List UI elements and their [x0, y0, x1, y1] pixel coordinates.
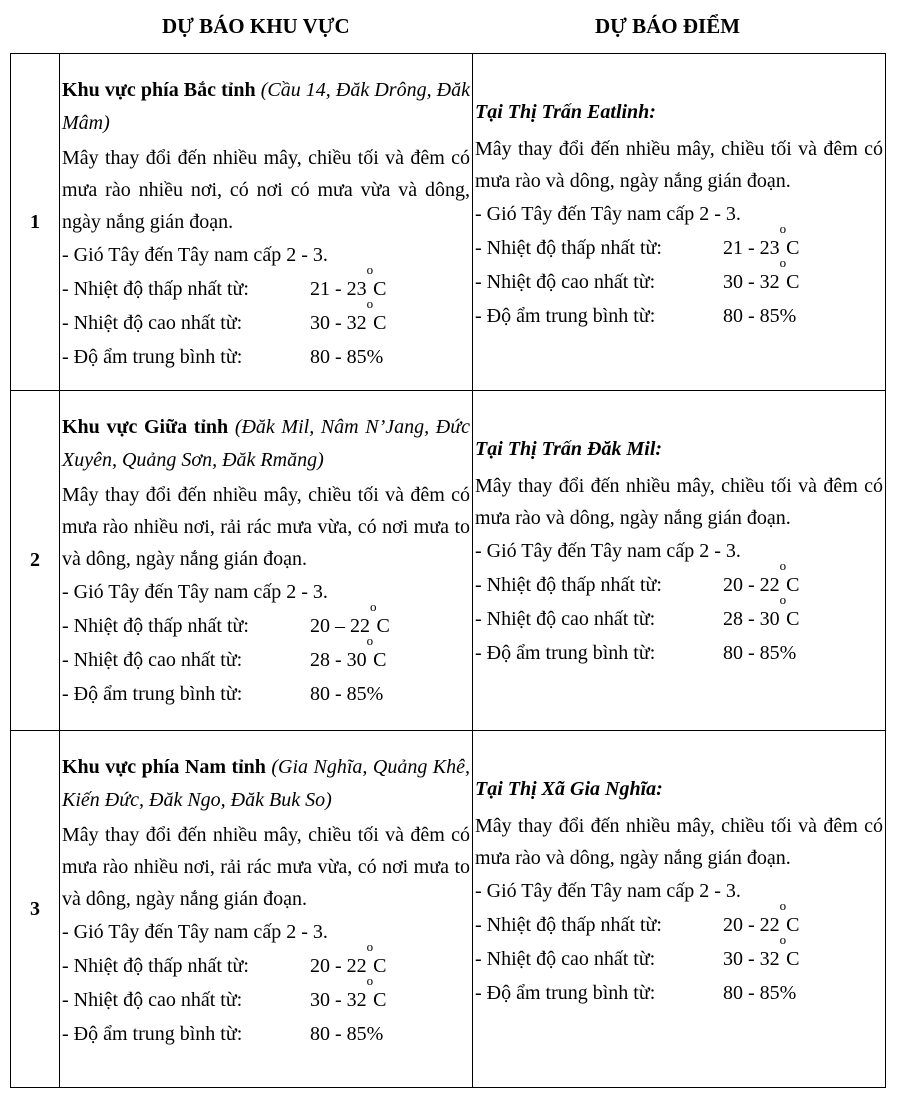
point-min-value: 20 - 22$^o$C [723, 898, 800, 936]
celsius-unit: C [786, 608, 800, 630]
point-title: Tại Thị Xã Gia Nghĩa: [475, 778, 663, 800]
degree-symbol: o [779, 898, 787, 913]
point-hum-row [475, 299, 883, 333]
point-max-row [475, 932, 883, 976]
point-min-label: - Nhiệt độ thấp nhất từ: [475, 574, 662, 596]
region-max-row [62, 973, 470, 1017]
region-wind: - Gió Tây đến Tây nam cấp 2 - 3. [62, 921, 328, 943]
celsius-unit: C [373, 989, 387, 1011]
header-point-forecast: DỰ BÁO ĐIỂM [595, 14, 741, 38]
degree-symbol: o [779, 932, 787, 947]
celsius-unit: C [786, 574, 800, 596]
region-max-label: - Nhiệt độ cao nhất từ: [62, 649, 243, 671]
point-wind: - Gió Tây đến Tây nam cấp 2 - 3. [475, 880, 741, 902]
regional-forecast-cell [60, 54, 473, 391]
point-min-row [475, 898, 883, 942]
point-forecast-cell [473, 54, 886, 391]
region-min-value: 20 – 22$^o$C [310, 599, 390, 637]
region-description: Mây thay đổi đến nhiều mây, chiều tối và đêm có mưa rào nhiều nơi, rải rác mưa vừa, có nơi mưa to và dông, ngày nắng gián đoạn. [62, 824, 470, 910]
point-min-label: - Nhiệt độ thấp nhất từ: [475, 237, 662, 259]
regional-forecast-cell [60, 731, 473, 1088]
point-max-row [475, 255, 883, 299]
region-wind: - Gió Tây đến Tây nam cấp 2 - 3. [62, 581, 328, 603]
region-hum-label: - Độ ẩm trung bình từ: [62, 346, 243, 368]
region-min-label: - Nhiệt độ thấp nhất từ: [62, 615, 249, 637]
celsius-unit: C [786, 271, 800, 293]
region-max-row [62, 296, 470, 340]
region-min-row [62, 262, 470, 306]
row-number: 2 [11, 391, 60, 731]
point-max-label: - Nhiệt độ cao nhất từ: [475, 608, 656, 630]
row-number: 1 [11, 54, 60, 391]
degree-symbol: o [366, 973, 374, 988]
point-max-value: 30 - 32$^o$C [723, 932, 800, 970]
point-hum-value: 80 - 85% [723, 305, 797, 327]
degree-symbol: o [366, 633, 374, 648]
region-hum-value: 80 - 85% [310, 683, 384, 705]
region-name: Khu vực phía Nam tỉnh [62, 756, 266, 778]
celsius-unit: C [786, 948, 800, 970]
degree-symbol: o [370, 599, 377, 614]
region-title [62, 751, 470, 817]
regional-forecast-cell [60, 391, 473, 731]
region-wind: - Gió Tây đến Tây nam cấp 2 - 3. [62, 244, 328, 266]
region-hum-row [62, 677, 470, 711]
region-max-label: - Nhiệt độ cao nhất từ: [62, 312, 243, 334]
celsius-unit: C [786, 914, 800, 936]
point-description: Mây thay đổi đến nhiều mây, chiều tối và đêm có mưa rào và dông, ngày nắng gián đoạn. [475, 475, 883, 529]
point-forecast-cell [473, 731, 886, 1088]
degree-symbol: o [366, 939, 374, 954]
forecast-row [11, 731, 886, 1088]
point-min-label: - Nhiệt độ thấp nhất từ: [475, 914, 662, 936]
point-wind: - Gió Tây đến Tây nam cấp 2 - 3. [475, 540, 741, 562]
region-max-row [62, 633, 470, 677]
point-max-label: - Nhiệt độ cao nhất từ: [475, 948, 656, 970]
region-max-value: 28 - 30$^o$C [310, 633, 387, 671]
point-min-row [475, 221, 883, 265]
point-hum-label: - Độ ẩm trung bình từ: [475, 305, 656, 327]
region-min-value: 20 - 22$^o$C [310, 939, 387, 977]
region-min-row [62, 939, 470, 983]
degree-symbol: o [779, 255, 787, 270]
region-min-value: 21 - 23$^o$C [310, 262, 387, 300]
region-hum-value: 80 - 85% [310, 346, 384, 368]
point-min-row [475, 558, 883, 602]
celsius-unit: C [373, 312, 387, 334]
point-hum-value: 80 - 85% [723, 982, 797, 1004]
point-title: Tại Thị Trấn Đăk Mil: [475, 438, 663, 460]
forecast-row [11, 54, 886, 391]
celsius-unit: C [373, 649, 387, 671]
region-hum-label: - Độ ẩm trung bình từ: [62, 683, 243, 705]
point-hum-row [475, 976, 883, 1010]
region-hum-value: 80 - 85% [310, 1023, 384, 1045]
region-description: Mây thay đổi đến nhiều mây, chiều tối và đêm có mưa rào nhiều nơi, rải rác mưa vừa, có nơi mưa to và dông, ngày nắng gián đoạn. [62, 484, 470, 570]
region-hum-row [62, 1017, 470, 1051]
forecast-row [11, 391, 886, 731]
region-min-label: - Nhiệt độ thấp nhất từ: [62, 278, 249, 300]
degree-symbol: o [779, 558, 787, 573]
region-max-value: 30 - 32$^o$C [310, 296, 387, 334]
forecast-table [10, 53, 886, 1088]
header-regional-forecast: DỰ BÁO KHU VỰC [162, 14, 350, 38]
point-hum-label: - Độ ẩm trung bình từ: [475, 642, 656, 664]
row-number: 3 [11, 731, 60, 1088]
degree-symbol: o [779, 221, 787, 236]
point-hum-value: 80 - 85% [723, 642, 797, 664]
region-districts: (Cầu 14, Đăk Drông, Đăk Mâm) [62, 79, 470, 134]
point-min-value: 20 - 22$^o$C [723, 558, 800, 596]
point-forecast-cell [473, 391, 886, 731]
degree-symbol: o [366, 296, 374, 311]
region-name: Khu vực phía Bắc tỉnh [62, 79, 256, 101]
point-description: Mây thay đổi đến nhiều mây, chiều tối và đêm có mưa rào và dông, ngày nắng gián đoạn. [475, 815, 883, 869]
region-description: Mây thay đổi đến nhiều mây, chiều tối và đêm có mưa rào nhiều nơi, có nơi có mưa vừa và dông, ngày nắng gián đoạn. [62, 147, 470, 233]
point-title: Tại Thị Trấn Eatlinh: [475, 101, 656, 123]
region-min-label: - Nhiệt độ thấp nhất từ: [62, 955, 249, 977]
region-min-row [62, 599, 470, 643]
celsius-unit: C [376, 615, 390, 637]
region-max-value: 30 - 32$^o$C [310, 973, 387, 1011]
point-description: Mây thay đổi đến nhiều mây, chiều tối và đêm có mưa rào và dông, ngày nắng gián đoạn. [475, 138, 883, 192]
region-max-label: - Nhiệt độ cao nhất từ: [62, 989, 243, 1011]
point-wind: - Gió Tây đến Tây nam cấp 2 - 3. [475, 203, 741, 225]
region-hum-row [62, 340, 470, 374]
point-hum-row [475, 636, 883, 670]
celsius-unit: C [373, 955, 387, 977]
point-max-value: 28 - 30$^o$C [723, 592, 800, 630]
point-max-label: - Nhiệt độ cao nhất từ: [475, 271, 656, 293]
point-max-row [475, 592, 883, 636]
region-hum-label: - Độ ẩm trung bình từ: [62, 1023, 243, 1045]
region-title [62, 411, 470, 477]
celsius-unit: C [786, 237, 800, 259]
celsius-unit: C [373, 278, 387, 300]
point-max-value: 30 - 32$^o$C [723, 255, 800, 293]
degree-symbol: o [366, 262, 374, 277]
region-name: Khu vực Giữa tỉnh [62, 416, 229, 438]
region-districts: (Gia Nghĩa, Quảng Khê, Kiến Đức, Đăk Ngo, Đăk Buk So) [62, 756, 471, 811]
point-min-value: 21 - 23$^o$C [723, 221, 800, 259]
region-title [62, 74, 470, 140]
degree-symbol: o [779, 592, 787, 607]
point-hum-label: - Độ ẩm trung bình từ: [475, 982, 656, 1004]
region-districts: (Đăk Mil, Nâm N’Jang, Đức Xuyên, Quảng Sơn, Đăk Rmăng) [62, 416, 470, 471]
